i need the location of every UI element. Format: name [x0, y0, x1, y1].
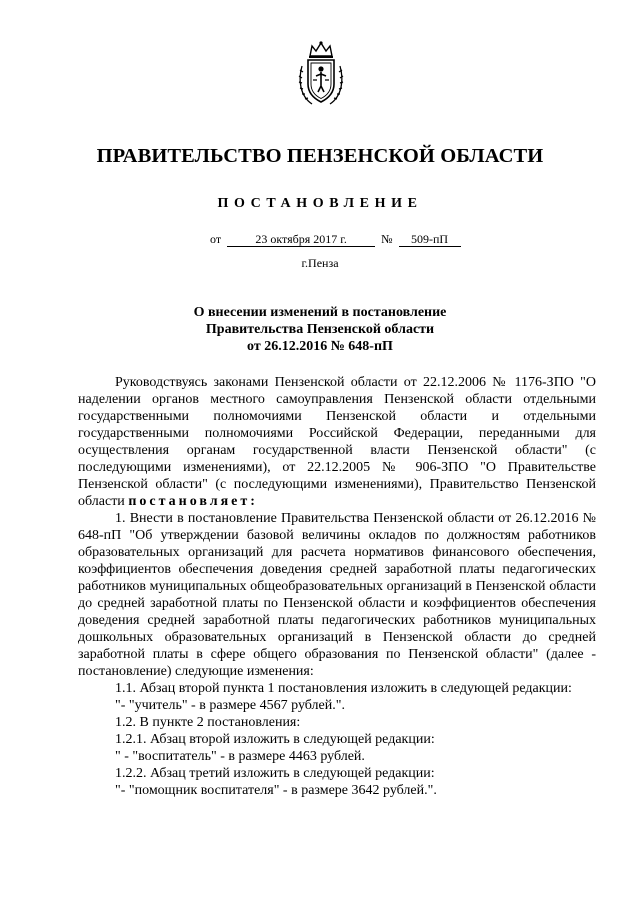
decree-number: 509-пП	[399, 233, 461, 247]
number-sign: №	[381, 232, 393, 246]
paragraph-1: 1. Внести в постановление Правительства Пензенской области от 26.12.2016 № 648-пП "Об утверждении базовой величины окладов по должностям работников образовательных организаций для расчета нормативов финансового обеспечения, коэффициентов обеспечения доведения средней заработной платы педагогических работников муниципальных общеобразовательных организаций в Пензенской области до средней заработной платы по Пензенской области и коэффициентов обеспечения доведения средней заработной платы педагогических работников муниципальных дошкольных образовательных организаций в Пензенской области до средней заработной платы в сфере общего образования по Пензенской области" (далее - постановление) следующие изменения:	[78, 511, 596, 679]
document-body	[78, 374, 596, 799]
paragraph-1-1-text: "- "учитель" - в размере 4567 рублей.".	[115, 698, 345, 713]
coat-of-arms-icon	[296, 40, 346, 110]
paragraph-1-1: 1.1. Абзац второй пункта 1 постановления изложить в следующей редакции:	[115, 681, 572, 696]
title-line-2: Правительства Пензенской области	[205, 322, 435, 337]
paragraph-1-2-1: 1.2.1. Абзац второй изложить в следующей редакции:	[115, 732, 435, 747]
title-line-1: О внесении изменений в постановление	[193, 305, 447, 320]
resolves-word: постановляет:	[128, 494, 258, 509]
paragraph-1-2-2: 1.2.2. Абзац третий изложить в следующей редакции:	[115, 766, 435, 781]
government-name: ПРАВИТЕЛЬСТВО ПЕНЗЕНСКОЙ ОБЛАСТИ	[96, 145, 544, 167]
paragraph-1-2: 1.2. В пункте 2 постановления:	[115, 715, 301, 730]
date-number-line	[210, 232, 461, 247]
document-title	[0, 304, 640, 355]
document-type: ПОСТАНОВЛЕНИЕ	[217, 196, 423, 211]
preamble-paragraph	[78, 374, 596, 510]
date-prefix: от	[210, 232, 222, 246]
city: г.Пенза	[301, 256, 339, 270]
preamble-text: Руководствуясь законами Пензенской области от 22.12.2006 № 1176-ЗПО "О наделении органов местного самоуправления Пензенской области отдельными государственными полномочиями Пензенской области и отдельными государственными полномочиями Российской Федерации, переданными для осуществления органам государственной власти Пензенской области" (с последующими изменениями), от 22.12.2005 № 906-ЗПО "О Правительстве Пензенской области" (с последующими изменениями), Правительство Пензенской области	[78, 375, 596, 509]
paragraph-1-2-1-text: " - "воспитатель" - в размере 4463 рублей.	[115, 749, 365, 764]
title-line-3: от 26.12.2016 № 648-пП	[247, 339, 393, 354]
decree-date: 23 октября 2017 г.	[227, 233, 375, 247]
paragraph-1-2-2-text: "- "помощник воспитателя" - в размере 3642 рублей.".	[115, 783, 437, 798]
